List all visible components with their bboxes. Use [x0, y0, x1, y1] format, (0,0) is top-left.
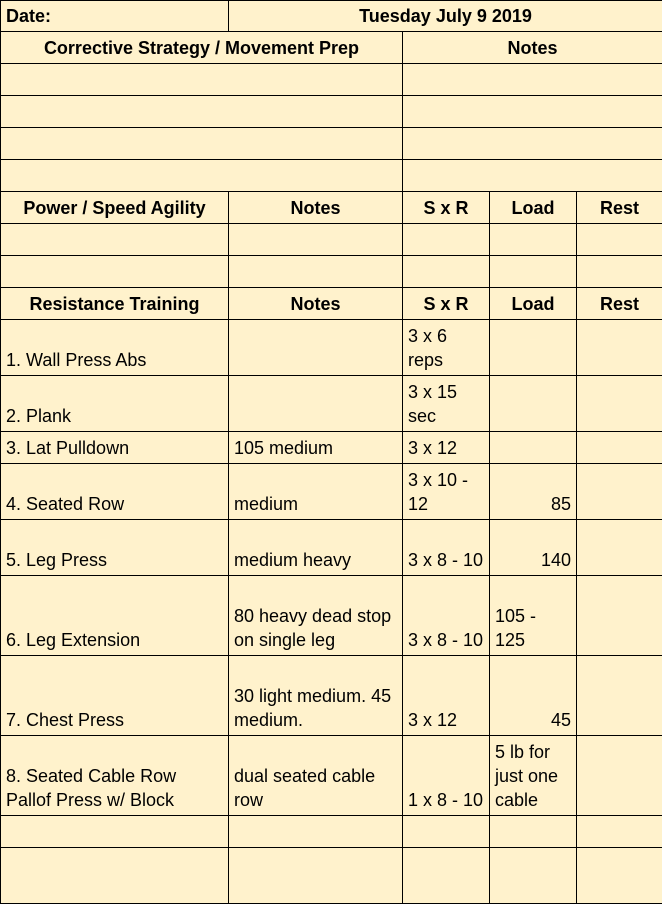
rest-cell[interactable] [577, 432, 662, 464]
resistance-header-row [1, 288, 662, 320]
notes-cell[interactable]: medium heavy [229, 520, 403, 576]
corrective-row [1, 96, 662, 128]
load-cell[interactable] [490, 816, 577, 848]
sxr-cell[interactable] [403, 848, 490, 904]
table-row [1, 816, 662, 848]
exercise-cell[interactable]: 8. Seated Cable Row Pallof Press w/ Block [1, 736, 229, 816]
exercise-cell[interactable]: 2. Plank [1, 376, 229, 432]
rest-cell[interactable] [577, 816, 662, 848]
notes-cell[interactable] [229, 376, 403, 432]
notes-cell[interactable] [229, 320, 403, 376]
power-load-header: Load [490, 192, 577, 224]
corrective-cell[interactable] [1, 160, 403, 192]
resistance-load-header: Load [490, 288, 577, 320]
corrective-notes-cell[interactable] [403, 96, 662, 128]
power-sxr-cell[interactable] [403, 256, 490, 288]
power-rest-header: Rest [577, 192, 662, 224]
power-rest-cell[interactable] [577, 256, 662, 288]
power-sxr-header: S x R [403, 192, 490, 224]
rest-cell[interactable] [577, 320, 662, 376]
power-row [1, 224, 662, 256]
power-notes-cell[interactable] [229, 224, 403, 256]
corrective-section-title: Corrective Strategy / Movement Prep [1, 32, 403, 64]
date-value[interactable]: Tuesday July 9 2019 [229, 1, 662, 32]
power-section-title: Power / Speed Agility [1, 192, 229, 224]
rest-cell[interactable] [577, 656, 662, 736]
date-label: Date: [1, 1, 229, 32]
corrective-cell[interactable] [1, 128, 403, 160]
exercise-cell[interactable]: 5. Leg Press [1, 520, 229, 576]
sxr-cell[interactable]: 1 x 8 - 10 [403, 736, 490, 816]
sxr-cell[interactable]: 3 x 15 sec [403, 376, 490, 432]
power-exercise-cell[interactable] [1, 256, 229, 288]
table-row [1, 736, 662, 816]
corrective-notes-cell[interactable] [403, 64, 662, 96]
rest-cell[interactable] [577, 376, 662, 432]
power-header-row [1, 192, 662, 224]
load-cell[interactable]: 85 [490, 464, 577, 520]
resistance-notes-header: Notes [229, 288, 403, 320]
corrective-notes-header: Notes [403, 32, 662, 64]
power-notes-cell[interactable] [229, 256, 403, 288]
table-row [1, 848, 662, 904]
sxr-cell[interactable]: 3 x 8 - 10 [403, 576, 490, 656]
table-row [1, 656, 662, 736]
exercise-cell[interactable] [1, 816, 229, 848]
rest-cell[interactable] [577, 848, 662, 904]
corrective-row [1, 64, 662, 96]
exercise-cell[interactable] [1, 848, 229, 904]
corrective-row [1, 128, 662, 160]
notes-cell[interactable]: 80 heavy dead stop on single leg [229, 576, 403, 656]
exercise-cell[interactable]: 3. Lat Pulldown [1, 432, 229, 464]
resistance-section-title: Resistance Training [1, 288, 229, 320]
notes-cell[interactable]: 30 light medium. 45 medium. [229, 656, 403, 736]
sxr-cell[interactable]: 3 x 10 - 12 [403, 464, 490, 520]
table-row [1, 376, 662, 432]
table-row [1, 520, 662, 576]
notes-cell[interactable]: medium [229, 464, 403, 520]
rest-cell[interactable] [577, 576, 662, 656]
sxr-cell[interactable]: 3 x 6 reps [403, 320, 490, 376]
power-exercise-cell[interactable] [1, 224, 229, 256]
corrective-notes-cell[interactable] [403, 128, 662, 160]
power-row [1, 256, 662, 288]
corrective-header-row [1, 32, 662, 64]
sxr-cell[interactable] [403, 816, 490, 848]
exercise-cell[interactable]: 7. Chest Press [1, 656, 229, 736]
load-cell[interactable] [490, 376, 577, 432]
exercise-cell[interactable]: 6. Leg Extension [1, 576, 229, 656]
notes-cell[interactable] [229, 848, 403, 904]
sxr-cell[interactable]: 3 x 8 - 10 [403, 520, 490, 576]
corrective-row [1, 160, 662, 192]
date-row [1, 1, 662, 32]
load-cell[interactable]: 45 [490, 656, 577, 736]
table-row [1, 464, 662, 520]
corrective-notes-cell[interactable] [403, 160, 662, 192]
exercise-cell[interactable]: 1. Wall Press Abs [1, 320, 229, 376]
notes-cell[interactable] [229, 816, 403, 848]
load-cell[interactable]: 140 [490, 520, 577, 576]
power-sxr-cell[interactable] [403, 224, 490, 256]
power-load-cell[interactable] [490, 256, 577, 288]
rest-cell[interactable] [577, 736, 662, 816]
notes-cell[interactable]: 105 medium [229, 432, 403, 464]
table-row [1, 576, 662, 656]
load-cell[interactable]: 5 lb for just one cable [490, 736, 577, 816]
corrective-cell[interactable] [1, 64, 403, 96]
corrective-cell[interactable] [1, 96, 403, 128]
load-cell[interactable] [490, 432, 577, 464]
power-notes-header: Notes [229, 192, 403, 224]
load-cell[interactable]: 105 - 125 [490, 576, 577, 656]
table-row [1, 320, 662, 376]
exercise-cell[interactable]: 4. Seated Row [1, 464, 229, 520]
table-row [1, 432, 662, 464]
notes-cell[interactable]: dual seated cable row [229, 736, 403, 816]
sxr-cell[interactable]: 3 x 12 [403, 656, 490, 736]
sxr-cell[interactable]: 3 x 12 [403, 432, 490, 464]
rest-cell[interactable] [577, 464, 662, 520]
rest-cell[interactable] [577, 520, 662, 576]
load-cell[interactable] [490, 848, 577, 904]
power-load-cell[interactable] [490, 224, 577, 256]
resistance-sxr-header: S x R [403, 288, 490, 320]
power-rest-cell[interactable] [577, 224, 662, 256]
resistance-rest-header: Rest [577, 288, 662, 320]
load-cell[interactable] [490, 320, 577, 376]
